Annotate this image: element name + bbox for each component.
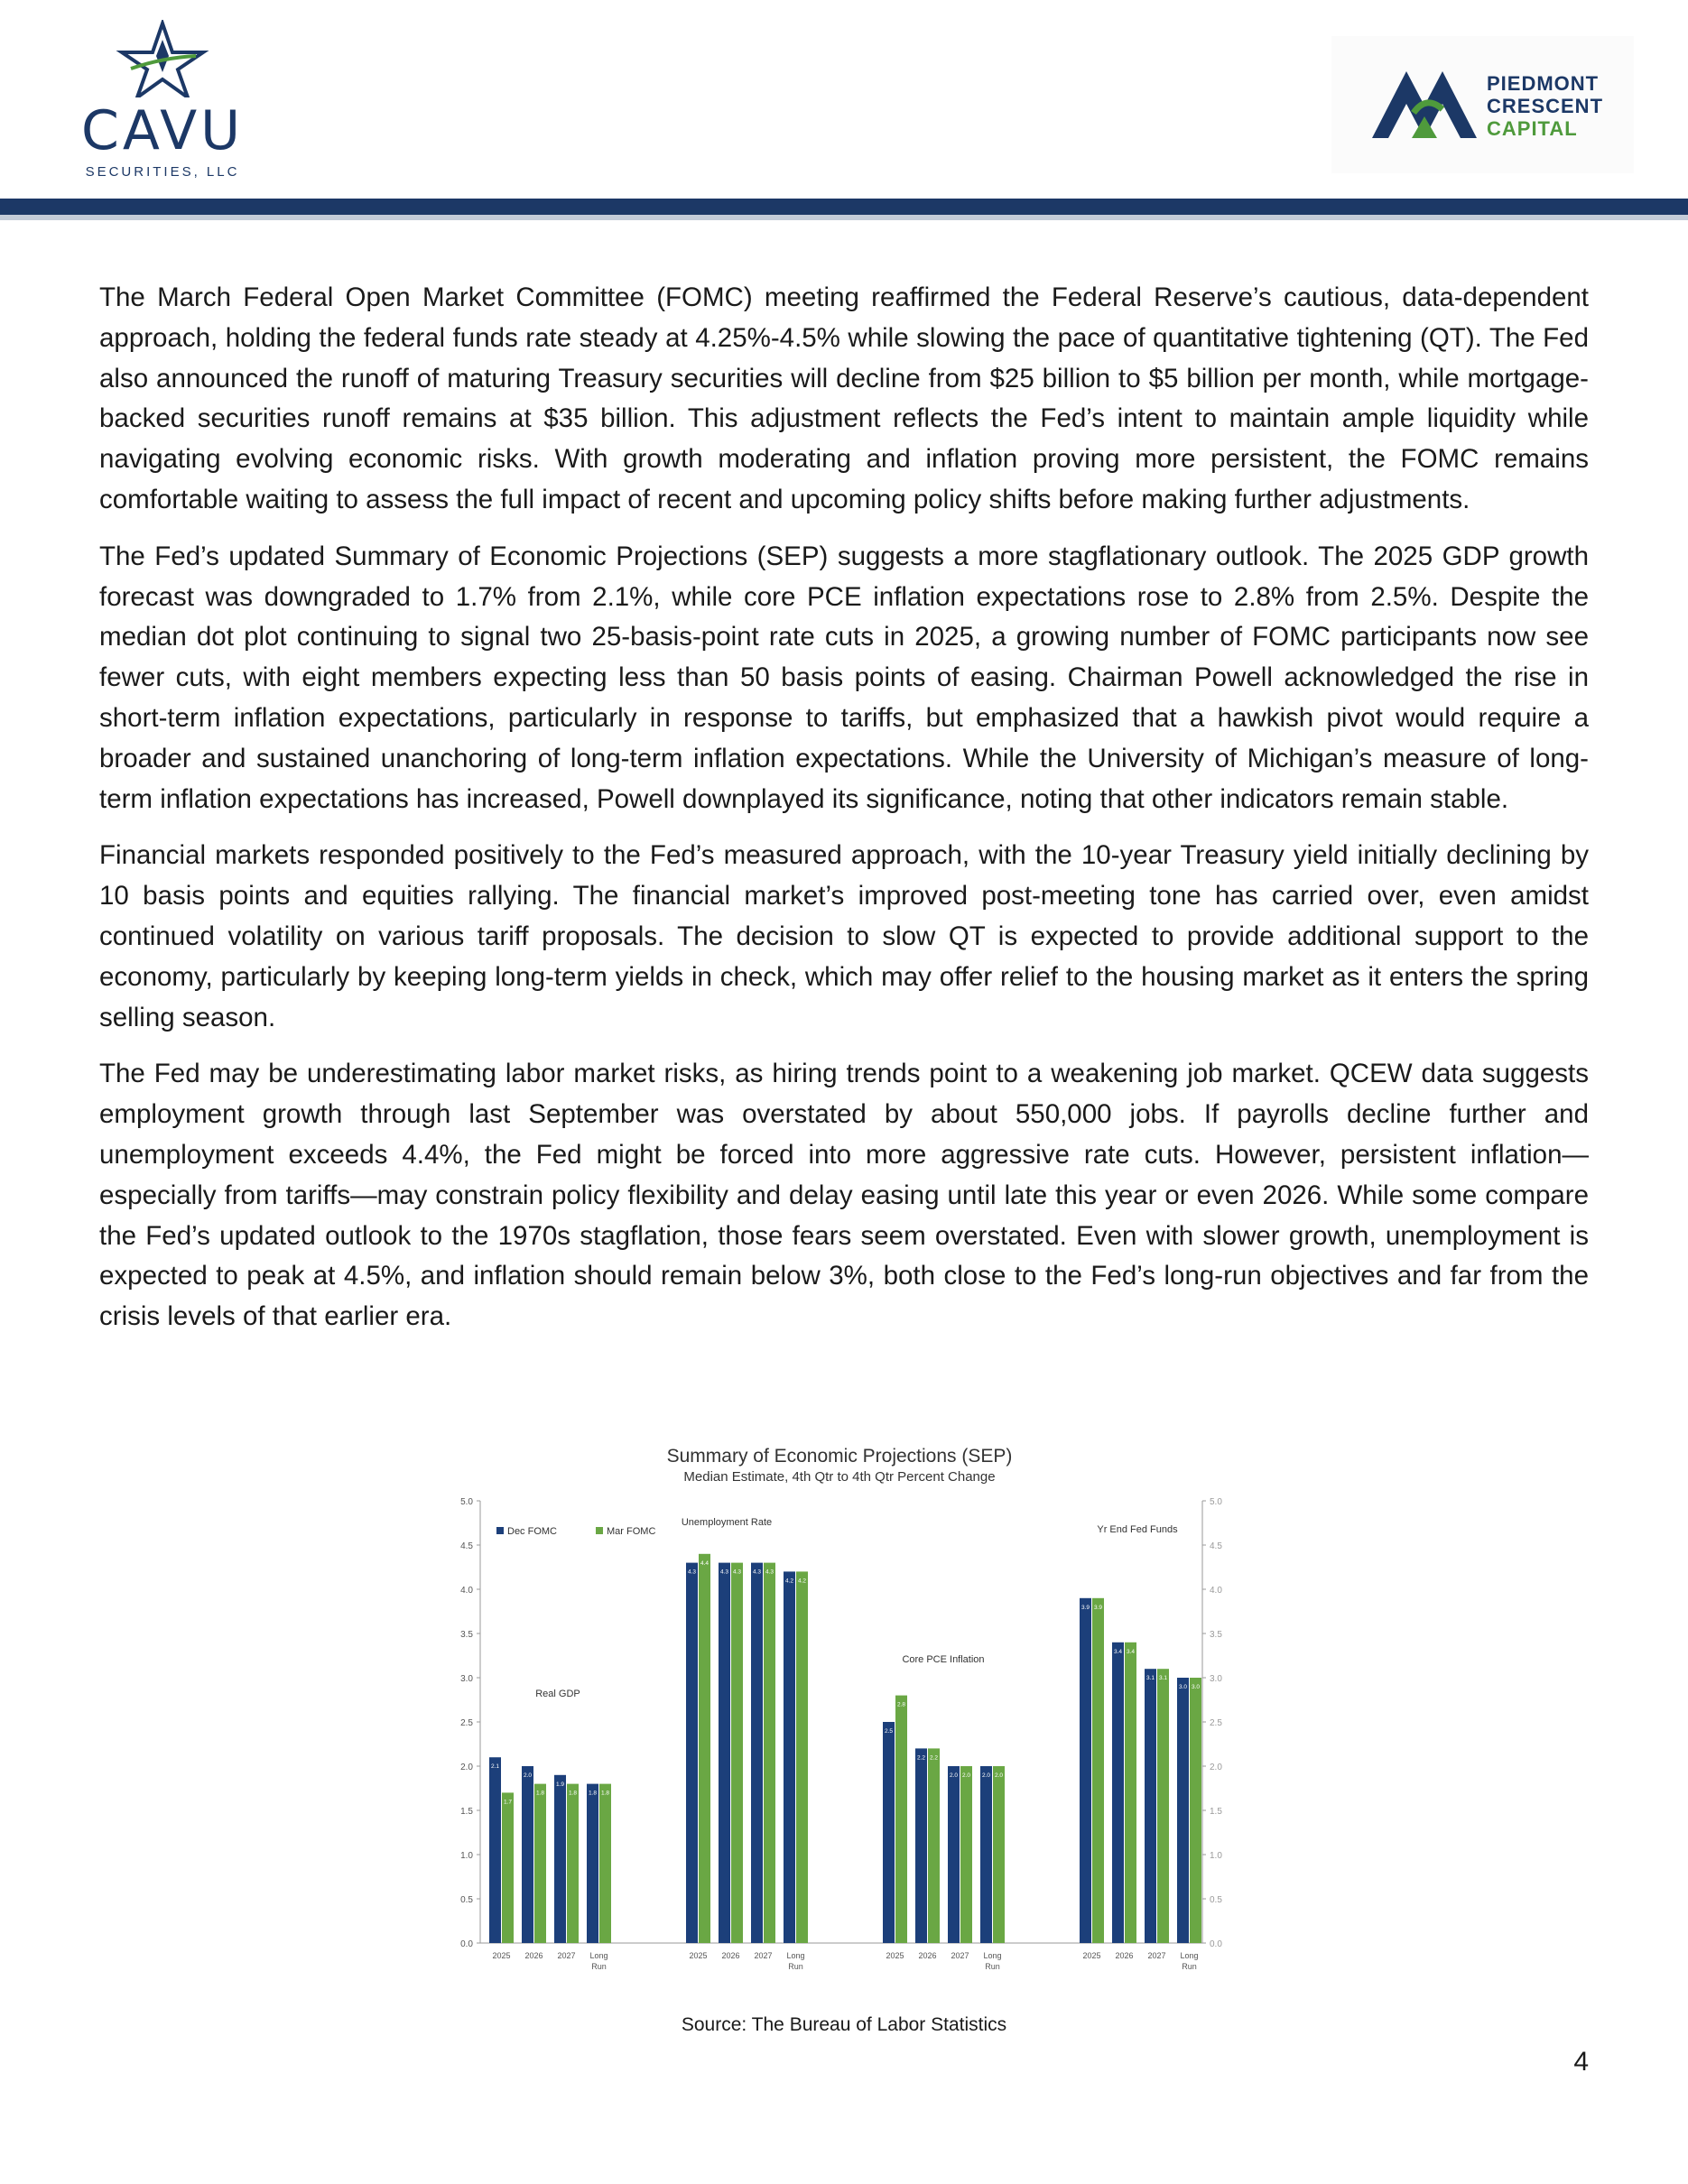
bar-mar xyxy=(993,1766,1005,1943)
bar-value-label: 3.0 xyxy=(1191,1684,1201,1690)
group-label: Yr End Fed Funds xyxy=(1097,1524,1178,1535)
bar-value-label: 2.0 xyxy=(994,1772,1004,1779)
bar-mar xyxy=(895,1696,907,1943)
x-tick-label: 2027 xyxy=(951,1951,969,1960)
pcc-wordmark xyxy=(1487,72,1603,140)
sep-chart-svg xyxy=(442,1442,1237,1984)
bar-value-label: 4.3 xyxy=(765,1569,774,1576)
bar-mar xyxy=(960,1766,972,1943)
bar-dec xyxy=(915,1748,927,1943)
y-tick-label-left: 1.5 xyxy=(460,1807,473,1817)
y-tick-label-right: 1.0 xyxy=(1210,1851,1222,1861)
bar-mar xyxy=(502,1792,514,1943)
bar-dec xyxy=(784,1571,795,1943)
bar-mar xyxy=(1092,1598,1104,1943)
bar-value-label: 3.4 xyxy=(1113,1648,1123,1655)
bar-dec xyxy=(1145,1669,1156,1943)
bar-dec xyxy=(1112,1643,1124,1943)
bar-value-label: 2.2 xyxy=(929,1754,939,1762)
bar-mar xyxy=(534,1784,546,1943)
page-number: 4 xyxy=(1573,2047,1589,2077)
bar-dec xyxy=(980,1766,992,1943)
bar-value-label: 3.1 xyxy=(1145,1675,1155,1682)
bar-value-label: 4.3 xyxy=(732,1569,742,1576)
bar-value-label: 3.1 xyxy=(1158,1675,1168,1682)
bar-mar xyxy=(796,1571,808,1943)
y-tick-label-left: 3.5 xyxy=(460,1630,473,1640)
bar-dec xyxy=(719,1563,730,1943)
header-rule-dark xyxy=(0,199,1688,215)
y-tick-label-left: 1.0 xyxy=(460,1851,473,1861)
page-header xyxy=(0,0,1688,224)
cavu-subtitle: SECURITIES, LLC xyxy=(85,164,240,180)
pcc-line-2: CRESCENT xyxy=(1487,95,1604,117)
group-label: Unemployment Rate xyxy=(681,1517,773,1528)
bar-mar xyxy=(928,1748,940,1943)
bar-value-label: 2.8 xyxy=(896,1701,906,1708)
y-tick-label-right: 0.5 xyxy=(1210,1895,1222,1905)
bar-value-label: 3.9 xyxy=(1081,1604,1090,1611)
y-tick-label-right: 1.5 xyxy=(1210,1807,1222,1817)
bar-value-label: 3.9 xyxy=(1093,1604,1103,1611)
y-tick-label-right: 4.0 xyxy=(1210,1586,1222,1596)
x-tick-label: 2026 xyxy=(524,1951,543,1960)
cavu-logo xyxy=(72,20,253,180)
x-tick-label: Long xyxy=(1180,1951,1199,1960)
paragraph-4: The Fed may be underestimating labor market risks, as hiring trends point to a weakening job market. QCEW data suggests employment growth through last September was overstated by about 550,000 jobs. If payrolls decline further and unemployment exceeds 4.4%, the Fed might be forced into more aggressive rate cuts. However, persistent inflation—especially from tariffs—may constrain policy flexibility and delay easing until late this year or even 2026. While some compare the Fed’s updated outlook to the 1970s stagflation, those fears seem overstated. Even with slower growth, unemployment is expected to peak at 4.5%, and inflation should remain below 3%, both close to the Fed’s long-run objectives and far from the crisis levels of that earlier era. xyxy=(99,1059,1589,1332)
bar-mar xyxy=(699,1554,710,1943)
bar-dec xyxy=(1177,1678,1189,1943)
y-tick-label-left: 5.0 xyxy=(460,1497,473,1507)
x-tick-label: 2025 xyxy=(886,1951,904,1960)
legend-swatch-dec xyxy=(496,1527,504,1534)
bar-value-label: 2.0 xyxy=(961,1772,971,1779)
x-tick-label: 2026 xyxy=(918,1951,937,1960)
bar-dec xyxy=(489,1757,501,1943)
pcc-line-3: CAPITAL xyxy=(1487,117,1578,140)
bar-value-label: 1.8 xyxy=(588,1790,598,1797)
bar-dec xyxy=(751,1563,763,1943)
y-tick-label-left: 2.0 xyxy=(460,1763,473,1772)
y-tick-label-right: 4.5 xyxy=(1210,1541,1222,1551)
bar-value-label: 2.0 xyxy=(981,1772,991,1779)
bar-value-label: 4.2 xyxy=(797,1578,807,1585)
bar-value-label: 1.9 xyxy=(555,1781,565,1788)
bar-dec xyxy=(522,1766,533,1943)
x-tick-label: Long xyxy=(983,1951,1002,1960)
bar-mar xyxy=(1190,1678,1201,1943)
y-tick-label-left: 4.0 xyxy=(460,1586,473,1596)
bar-value-label: 4.2 xyxy=(784,1578,794,1585)
bar-mar xyxy=(731,1563,743,1943)
bar-mar xyxy=(1157,1669,1169,1943)
bar-value-label: 2.2 xyxy=(916,1754,926,1762)
bar-value-label: 4.4 xyxy=(700,1559,710,1567)
star-icon xyxy=(113,20,212,97)
chart-subtitle: Median Estimate, 4th Qtr to 4th Qtr Percent Change xyxy=(683,1469,996,1485)
group-label: Core PCE Inflation xyxy=(902,1654,985,1665)
bar-mar xyxy=(764,1563,775,1943)
bar-value-label: 4.3 xyxy=(687,1569,697,1576)
y-tick-label-right: 2.0 xyxy=(1210,1763,1222,1772)
pcc-line-1: PIEDMONT xyxy=(1487,72,1600,95)
cavu-wordmark: CAVU xyxy=(80,99,245,162)
y-tick-label-left: 3.0 xyxy=(460,1674,473,1684)
bar-value-label: 1.8 xyxy=(535,1790,545,1797)
y-tick-label-left: 0.0 xyxy=(460,1939,473,1949)
bar-mar xyxy=(1125,1643,1136,1943)
bar-value-label: 3.0 xyxy=(1178,1684,1188,1690)
x-tick-label: Run xyxy=(985,1962,1000,1971)
y-tick-label-right: 3.0 xyxy=(1210,1674,1222,1684)
mountain-icon xyxy=(1372,68,1480,140)
bar-value-label: 1.8 xyxy=(568,1790,578,1797)
y-tick-label-right: 0.0 xyxy=(1210,1939,1222,1949)
legend-swatch-mar xyxy=(596,1527,603,1534)
bar-value-label: 2.0 xyxy=(949,1772,959,1779)
bar-value-label: 4.3 xyxy=(752,1569,762,1576)
x-tick-label: 2025 xyxy=(1082,1951,1101,1960)
group-label: Real GDP xyxy=(535,1689,580,1699)
bar-dec xyxy=(1080,1598,1091,1943)
y-tick-label-right: 5.0 xyxy=(1210,1497,1222,1507)
paragraph-1: The March Federal Open Market Committee (FOMC) meeting reaffirmed the Federal Reserve’s cautious, data-dependent approach, holding the federal funds rate steady at 4.25%-4.5% while slowing the pace of quantitative tightening (QT). The Fed also announced the runoff of maturing Treasury securities will decline from $25 billion to $5 billion per month, while mortgage-backed securities runoff remains at $35 billion. This adjustment reflects the Fed’s intent to maintain ample liquidity while navigating evolving economic risks. With growth moderating and inflation proving more persistent, the FOMC remains comfortable waiting to assess the full impact of recent and upcoming policy shifts before making further adjustments. xyxy=(99,282,1589,514)
bar-dec xyxy=(686,1563,698,1943)
bar-dec xyxy=(948,1766,960,1943)
x-tick-label: Long xyxy=(589,1951,608,1960)
piedmont-crescent-logo xyxy=(1331,36,1634,173)
bar-value-label: 1.7 xyxy=(503,1799,513,1806)
article-body xyxy=(99,278,1589,1354)
bar-value-label: 2.0 xyxy=(523,1772,533,1779)
bar-value-label: 2.5 xyxy=(884,1728,894,1735)
x-tick-label: Run xyxy=(591,1962,607,1971)
y-tick-label-right: 3.5 xyxy=(1210,1630,1222,1640)
bar-value-label: 3.4 xyxy=(1126,1648,1136,1655)
paragraph-2: The Fed’s updated Summary of Economic Projections (SEP) suggests a more stagflationary outlook. The 2025 GDP growth forecast was downgraded to 1.7% from 2.1%, while core PCE inflation expectations rose to 2.8% from 2.5%. Despite the median dot plot continuing to signal two 25-basis-point rate cuts in 2025, a growing number of FOMC participants now see fewer cuts, with eight members expecting less than 50 basis points of easing. Chairman Powell acknowledged the rise in short-term inflation expectations, particularly in response to tariffs, but emphasized that a hawkish pivot would require a broader and sustained unanchoring of long-term inflation expectations. While the University of Michigan’s measure of long-term inflation expectations has increased, Powell downplayed its significance, noting that other indicators remain stable. xyxy=(99,541,1589,814)
y-tick-label-left: 2.5 xyxy=(460,1718,473,1728)
y-tick-label-left: 0.5 xyxy=(460,1895,473,1905)
bar-value-label: 1.8 xyxy=(600,1790,610,1797)
bar-value-label: 4.3 xyxy=(719,1569,729,1576)
legend-label-mar: Mar FOMC xyxy=(607,1526,656,1537)
bar-mar xyxy=(567,1784,579,1943)
chart-title: Summary of Economic Projections (SEP) xyxy=(666,1446,1013,1467)
y-tick-label-left: 4.5 xyxy=(460,1541,473,1551)
x-tick-label: Long xyxy=(786,1951,805,1960)
sep-chart xyxy=(442,1442,1237,1984)
x-tick-label: 2026 xyxy=(721,1951,740,1960)
source-note: Source: The Bureau of Labor Statistics xyxy=(681,2014,1007,2035)
paragraph-3: Financial markets responded positively to the Fed’s measured approach, with the 10-year Treasury yield initially declining by 10 basis points and equities rallying. The financial market’s improved post-meeting tone has carried over, even amidst continued volatility on various tariff proposals. The decision to slow QT is expected to provide additional support to the economy, particularly by keeping long-term yields in check, which may offer relief to the housing market as it enters the spring selling season. xyxy=(99,840,1589,1032)
bar-value-label: 2.1 xyxy=(490,1763,500,1771)
bar-dec xyxy=(883,1722,895,1943)
x-tick-label: 2027 xyxy=(754,1951,773,1960)
x-tick-label: Run xyxy=(1182,1962,1197,1971)
y-tick-label-right: 2.5 xyxy=(1210,1718,1222,1728)
x-tick-label: 2026 xyxy=(1115,1951,1134,1960)
bar-dec xyxy=(554,1775,566,1943)
x-tick-label: 2025 xyxy=(689,1951,708,1960)
bar-mar xyxy=(599,1784,611,1943)
x-tick-label: 2027 xyxy=(557,1951,576,1960)
x-tick-label: Run xyxy=(788,1962,803,1971)
x-tick-label: 2025 xyxy=(492,1951,511,1960)
header-rule-light xyxy=(0,215,1688,220)
x-tick-label: 2027 xyxy=(1147,1951,1166,1960)
bar-dec xyxy=(587,1784,598,1943)
legend-label-dec: Dec FOMC xyxy=(507,1526,557,1537)
